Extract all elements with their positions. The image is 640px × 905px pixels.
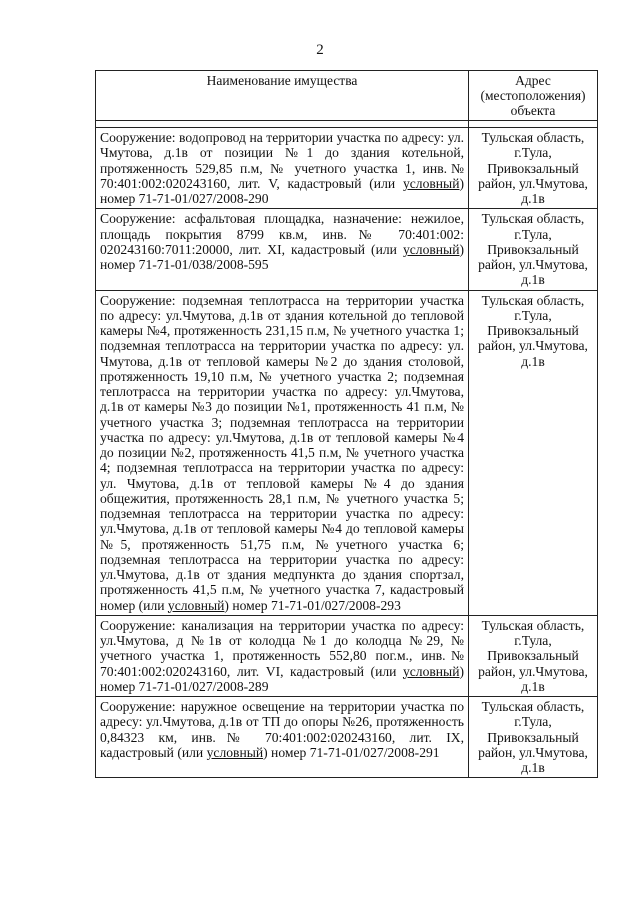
- spacer-row: [96, 121, 598, 128]
- table-row: [96, 290, 598, 615]
- table-header-row: [96, 71, 598, 121]
- property-description: Сооружение: асфальтовая площадка, назначение: нежилое, площадь покрытия 8799 кв.м, инв.№ 70:401:002: 020243160:7011:20000, лит. XI, кадастровый (или условный) номер 71-71-01/038/2008-595: [96, 209, 469, 290]
- property-description: Сооружение: подземная теплотрасса на территории участка по адресу: ул.Чмутова, д.1в от здания котельной до тепловой камеры №4, протяженность 231,15 п.м, № учетного участка 1; подземная теплотрасса на территории участка по адресу: ул. Чмутова, д.1в от тепловой камеры №2 до здания столовой, протяженность 19,10 п.м, № учетного участка 2; подземная теплотрасса на территории участка по адресу: ул.Чмутова, д.1в от камеры №3 до позиции №1, протяженность 41 п.м, № учетного участка 3; подземная теплотрасса на территории участка по адресу: ул.Чмутова, д.1в от тепловой камеры №4 до позиции №2, протяженность 41,5 п.м, № учетного участка 4; подземная теплотрасса на территории участка по адресу: ул. Чмутова, д.1в от тепловой камеры №4 до здания общежития, протяженность 28,1 п.м, № учетного участка 5; подземная теплотрасса на территории участка по адресу: ул.Чмутова, д.1в от тепловой камеры №4 до тепловой камеры №5, протяженность 51,75 п.м, №учетного участка 6; подземная теплотрасса на территории участка по адресу: ул.Чмутова, д.1в от здания медпункта до здания спортзал, протяженность 41,5 п.м, № учетного участка 7, кадастровый номер (или условный) номер 71-71-01/027/2008-293: [96, 290, 469, 615]
- underlined-word: условный: [402, 663, 460, 679]
- table-row: [96, 697, 598, 778]
- underlined-word: условный: [206, 744, 264, 760]
- property-description: Сооружение: канализация на территории участка по адресу: ул.Чмутова, д №1в от колодца №1 до колодца №29, № учетного участка 1, протяженность 552,80 пог.м., инв.№ 70:401:002:020243160, лит. VI, кадастровый (или условный) номер 71-71-01/027/2008-289: [96, 615, 469, 696]
- property-description: Сооружение: водопровод на территории участка по адресу: ул. Чмутова, д.1в от позиции №1 до здания котельной, протяженность 529,85 п.м, № учетного участка 1, инв.№ 70:401:002:020243160, лит. V, кадастровый (или условный) номер 71-71-01/027/2008-290: [96, 128, 469, 209]
- underlined-word: условный: [402, 175, 460, 191]
- table-row: [96, 128, 598, 209]
- property-table: [95, 70, 598, 778]
- header-name: Наименование имущества: [96, 71, 469, 121]
- header-address: Адрес (местоположения) объекта: [469, 71, 598, 121]
- property-address: Тульская область, г.Тула, Привокзальный район, ул.Чмутова, д.1в: [469, 615, 598, 696]
- property-description: Сооружение: наружное освещение на территории участка по адресу: ул.Чмутова, д.1в от ТП до опоры №26, протяженность 0,84323 км, инв.№ 70:401:002:020243160, лит. IX, кадастровый (или условный) номер 71-71-01/027/2008-291: [96, 697, 469, 778]
- table-row: [96, 209, 598, 290]
- property-address: Тульская область, г.Тула, Привокзальный район, ул.Чмутова, д.1в: [469, 290, 598, 615]
- property-address: Тульская область, г.Тула, Привокзальный район, ул.Чмутова, д.1в: [469, 128, 598, 209]
- property-address: Тульская область, г.Тула, Привокзальный район, ул.Чмутова, д.1в: [469, 697, 598, 778]
- page-number: 2: [316, 42, 324, 58]
- underlined-word: условный: [167, 597, 225, 613]
- property-address: Тульская область, г.Тула, Привокзальный район, ул.Чмутова, д.1в: [469, 209, 598, 290]
- table-row: [96, 615, 598, 696]
- underlined-word: условный: [402, 241, 460, 257]
